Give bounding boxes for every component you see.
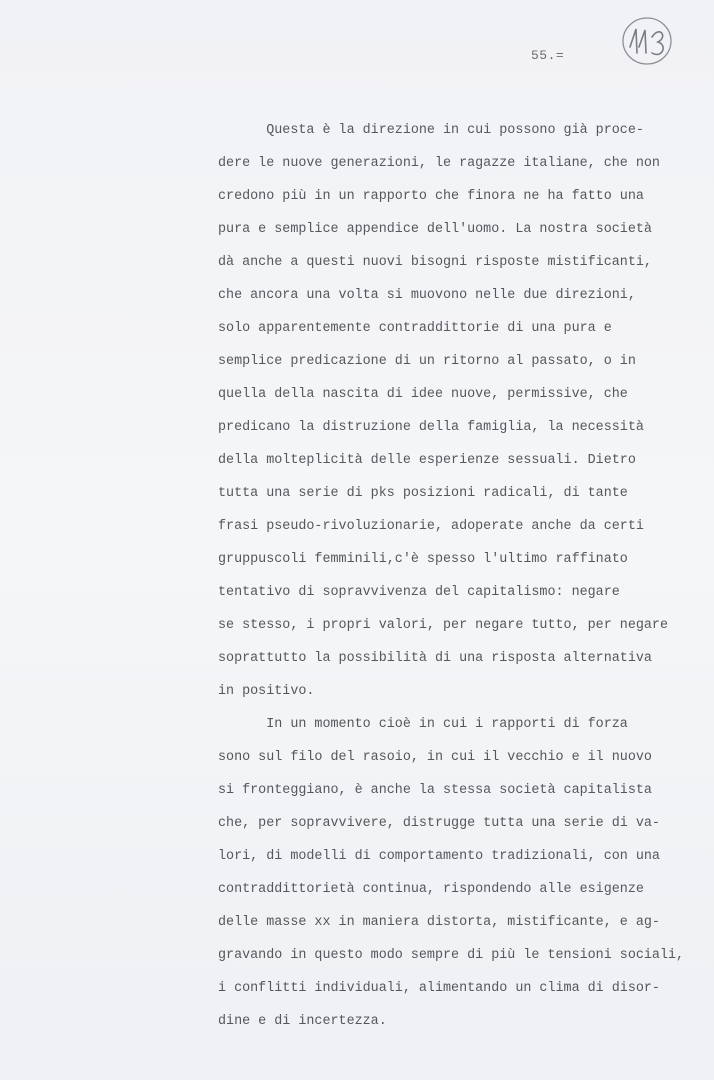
text-line: In un momento cioè in cui i rapporti di forza xyxy=(218,717,628,732)
text-line: dere le nuove generazioni, le ragazze italiane, che non xyxy=(218,156,660,171)
text-line: in positivo. xyxy=(218,684,315,699)
archive-stamp xyxy=(620,15,674,67)
text-line: se stesso, i propri valori, per negare tutto, per negare xyxy=(218,618,668,633)
text-line: quella della nascita di idee nuove, permissive, che xyxy=(218,387,628,402)
text-line: che, per sopravvivere, distrugge tutta una serie di va- xyxy=(218,816,660,831)
text-line: i conflitti individuali, alimentando un clima di disor- xyxy=(218,981,660,996)
text-line: sono sul filo del rasoio, in cui il vecchio e il nuovo xyxy=(218,750,652,765)
text-line: gravando in questo modo sempre di più le tensioni sociali, xyxy=(218,948,685,963)
text-line: semplice predicazione di un ritorno al passato, o in xyxy=(218,354,636,369)
text-line: della molteplicità delle esperienze sessuali. Dietro xyxy=(218,453,636,468)
text-line: delle masse xx in maniera distorta, mistificante, e ag- xyxy=(218,915,660,930)
text-line: solo apparentemente contraddittorie di una pura e xyxy=(218,321,612,336)
text-line: soprattutto la possibilità di una risposta alternativa xyxy=(218,651,652,666)
text-line: Questa è la direzione in cui possono già proce- xyxy=(218,123,644,138)
text-line: pura e semplice appendice dell'uomo. La nostra società xyxy=(218,222,652,237)
text-line: credono più in un rapporto che finora ne ha fatto una xyxy=(218,189,644,204)
stamp-circle-icon xyxy=(620,15,674,67)
text-line: dine e di incertezza. xyxy=(218,1014,387,1029)
text-line: frasi pseudo-rivoluzionarie, adoperate anche da certi xyxy=(218,519,644,534)
text-line: lori, di modelli di comportamento tradizionali, con una xyxy=(218,849,660,864)
text-line: contraddittorietà continua, rispondendo alle esigenze xyxy=(218,882,644,897)
document-body xyxy=(218,114,708,1038)
text-line: dà anche a questi nuovi bisogni risposte mistificanti, xyxy=(218,255,652,270)
text-line: che ancora una volta si muovono nelle due direzioni, xyxy=(218,288,636,303)
text-line: gruppuscoli femminili,c'è spesso l'ultimo raffinato xyxy=(218,552,628,567)
text-line: si fronteggiano, è anche la stessa società capitalista xyxy=(218,783,652,798)
text-line: tentativo di sopravvivenza del capitalismo: negare xyxy=(218,585,620,600)
page-number: 55.= xyxy=(531,48,565,63)
text-line: tutta una serie di pks posizioni radicali, di tante xyxy=(218,486,628,501)
text-line: predicano la distruzione della famiglia, la necessità xyxy=(218,420,644,435)
